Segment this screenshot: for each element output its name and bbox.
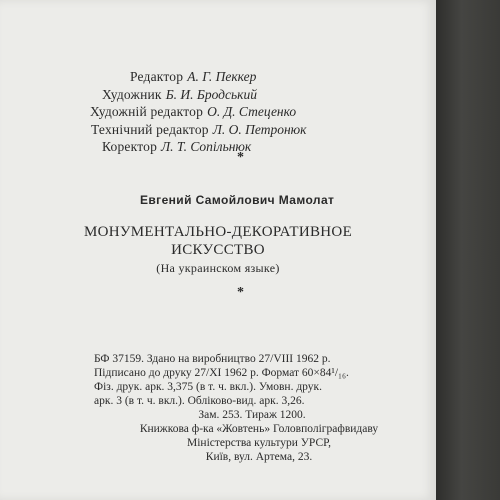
credit-technical-editor [90,121,307,139]
imprint-line: Фіз. друк. арк. 3,375 (в т. ч. вкл.). Умовн. друк. [94,381,322,393]
page-edge-background [436,0,500,500]
credit-art-editor [90,103,307,121]
credit-editor [90,68,307,86]
imprint-line: Підписано до друку 27/XI 1962 р. Формат 60×84¹/₁₆. [94,367,349,379]
separator-asterisk: * [237,150,244,165]
publisher-line: Міністерства культури УРСР, [187,437,331,449]
credit-name: О. Д. Стеценко [207,104,297,119]
language-note: (На украинском языке) [156,261,280,275]
credit-role: Технічний редактор [91,121,209,137]
credit-name: Б. И. Бродський [165,86,257,102]
credit-role: Редактор [130,69,184,84]
credit-name: А. Г. Пеккер [187,69,257,84]
imprint-line: арк. 3 (в т. ч. вкл.). Обліково-вид. арк. 3,26. [94,395,305,407]
imprint-block [94,352,410,422]
book-title-line-2: ИСКУССТВО [171,242,265,258]
publisher-line: Київ, вул. Артема, 23. [205,451,313,463]
publisher-block [94,422,424,464]
credit-name: Л. О. Петронюк [212,121,307,137]
credit-name: Л. Т. Сопільнюк [161,139,252,154]
imprint-line: Зам. 253. Тираж 1200. [198,409,306,421]
separator-asterisk: * [237,285,244,300]
credit-role: Коректор [102,139,158,154]
book-title-line-1: МОНУМЕНТАЛЬНО-ДЕКОРАТИВНОЕ [83,224,353,240]
author-name: Евгений Самойлович Мамолат [140,193,335,207]
publisher-line: Книжкова ф-ка «Жовтень» Головполіграфвидаву [139,423,379,435]
credit-artist [90,86,307,104]
credit-proofreader [90,138,307,156]
imprint-line: БФ 37159. Здано на виробництво 27/VIII 1962 р. [94,353,331,365]
credit-role: Художник [102,86,162,102]
credits-block [90,68,307,156]
credit-role: Художній редактор [90,104,204,119]
